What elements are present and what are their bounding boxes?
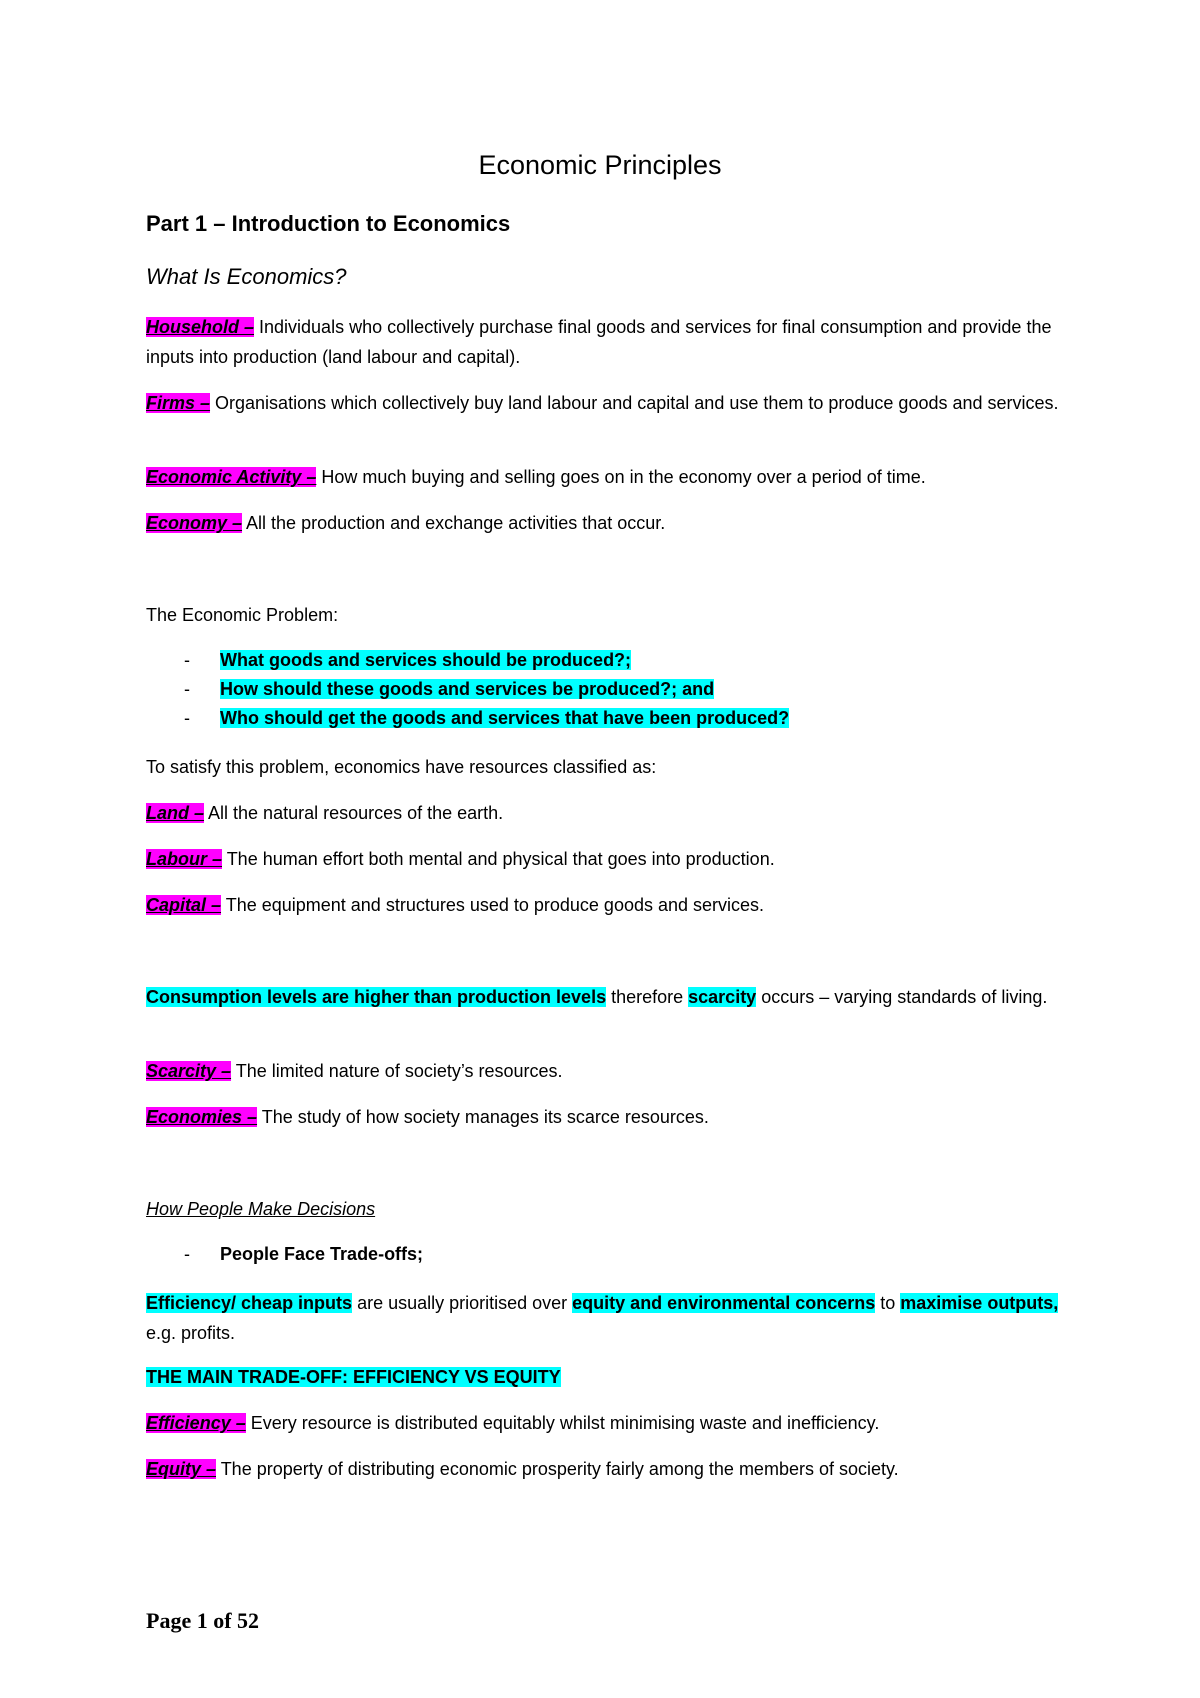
- decisions-heading-text: How People Make Decisions: [146, 1199, 376, 1219]
- definition-text: The property of distributing economic prosperity fairly among the members of society.: [216, 1459, 899, 1479]
- definition-term: Firms –: [146, 393, 211, 413]
- definition-household: [146, 312, 1066, 372]
- highlight-text: equity and environmental concerns: [572, 1293, 876, 1313]
- decisions-heading: [146, 1194, 1066, 1224]
- definition-text: How much buying and selling goes on in the economy over a period of time.: [316, 467, 926, 487]
- definition-efficiency: [146, 1408, 1066, 1438]
- definition-text: All the natural resources of the earth.: [204, 803, 504, 823]
- definition-term: Capital –: [146, 895, 222, 915]
- definition-text: Organisations which collectively buy land labour and capital and use them to produce goods and services.: [210, 393, 1059, 413]
- highlight-text: maximise outputs,: [900, 1293, 1059, 1313]
- body-text: to: [875, 1293, 901, 1313]
- highlight-text: Consumption levels are higher than production levels: [146, 987, 607, 1007]
- definition-land: [146, 798, 1066, 828]
- definition-term: Labour –: [146, 849, 223, 869]
- document-title: Economic Principles: [478, 150, 722, 180]
- list-item: [184, 1240, 423, 1269]
- bullet-marker: -: [184, 650, 190, 670]
- definition-text: The human effort both mental and physical that goes into production.: [222, 849, 775, 869]
- page-number: Page 1 of 52: [146, 1608, 260, 1633]
- bullet-marker: -: [184, 679, 190, 699]
- body-text: e.g. profits.: [146, 1323, 236, 1343]
- tradeoff-heading-text: THE MAIN TRADE-OFF: EFFICIENCY VS EQUITY: [146, 1367, 561, 1387]
- part-heading: Part 1 – Introduction to Economics: [146, 211, 511, 236]
- definition-term: Economic Activity –: [146, 467, 317, 487]
- section-heading: What Is Economics?: [146, 264, 347, 289]
- definition-scarcity: [146, 1056, 1066, 1086]
- list-item: [184, 646, 631, 675]
- definition-text: Every resource is distributed equitably whilst minimising waste and inefficiency.: [245, 1413, 880, 1433]
- definition-text: The study of how society manages its scarce resources.: [257, 1107, 709, 1127]
- definition-term: Economies –: [146, 1107, 258, 1127]
- bullet-marker: -: [184, 708, 190, 728]
- tradeoff-heading: [146, 1362, 1066, 1392]
- definition-term: Household –: [146, 317, 255, 337]
- bullet-marker: -: [184, 1244, 190, 1264]
- definition-text: Individuals who collectively purchase final goods and services for final consumption and provide the inputs into production (land labour and capital).: [146, 317, 1052, 367]
- scarcity-paragraph: [146, 982, 1066, 1012]
- definition-term: Scarcity –: [146, 1061, 232, 1081]
- definition-labour: [146, 844, 1066, 874]
- bullet-text: People Face Trade-offs;: [220, 1244, 424, 1264]
- definition-text: The limited nature of society’s resources.: [231, 1061, 563, 1081]
- efficiency-paragraph: [146, 1288, 1066, 1348]
- body-text: occurs – varying standards of living.: [756, 987, 1048, 1007]
- list-item: [184, 675, 714, 704]
- definition-term: Efficiency –: [146, 1413, 246, 1433]
- definition-text: The equipment and structures used to produce goods and services.: [221, 895, 765, 915]
- definition-capital: [146, 890, 1066, 920]
- list-item: [184, 704, 789, 733]
- highlight-text: scarcity: [688, 987, 757, 1007]
- definition-term: Equity –: [146, 1459, 217, 1479]
- definition-text: All the production and exchange activities that occur.: [242, 513, 666, 533]
- definition-firms: [146, 388, 1066, 418]
- definition-equity: [146, 1454, 1066, 1484]
- definition-term: Economy –: [146, 513, 243, 533]
- economic-problem-intro: The Economic Problem:: [146, 605, 339, 625]
- definition-economy: [146, 508, 1066, 538]
- highlight-text: Efficiency/ cheap inputs: [146, 1293, 353, 1313]
- bullet-text: How should these goods and services be produced?; and: [220, 679, 715, 699]
- resources-intro: To satisfy this problem, economics have resources classified as:: [146, 757, 657, 777]
- body-text: are usually prioritised over: [352, 1293, 573, 1313]
- bullet-text: What goods and services should be produced?;: [220, 650, 632, 670]
- definition-economic-activity: [146, 462, 1066, 492]
- body-text: therefore: [606, 987, 689, 1007]
- definition-economies: [146, 1102, 1066, 1132]
- definition-term: Land –: [146, 803, 205, 823]
- bullet-text: Who should get the goods and services that have been produced?: [220, 708, 790, 728]
